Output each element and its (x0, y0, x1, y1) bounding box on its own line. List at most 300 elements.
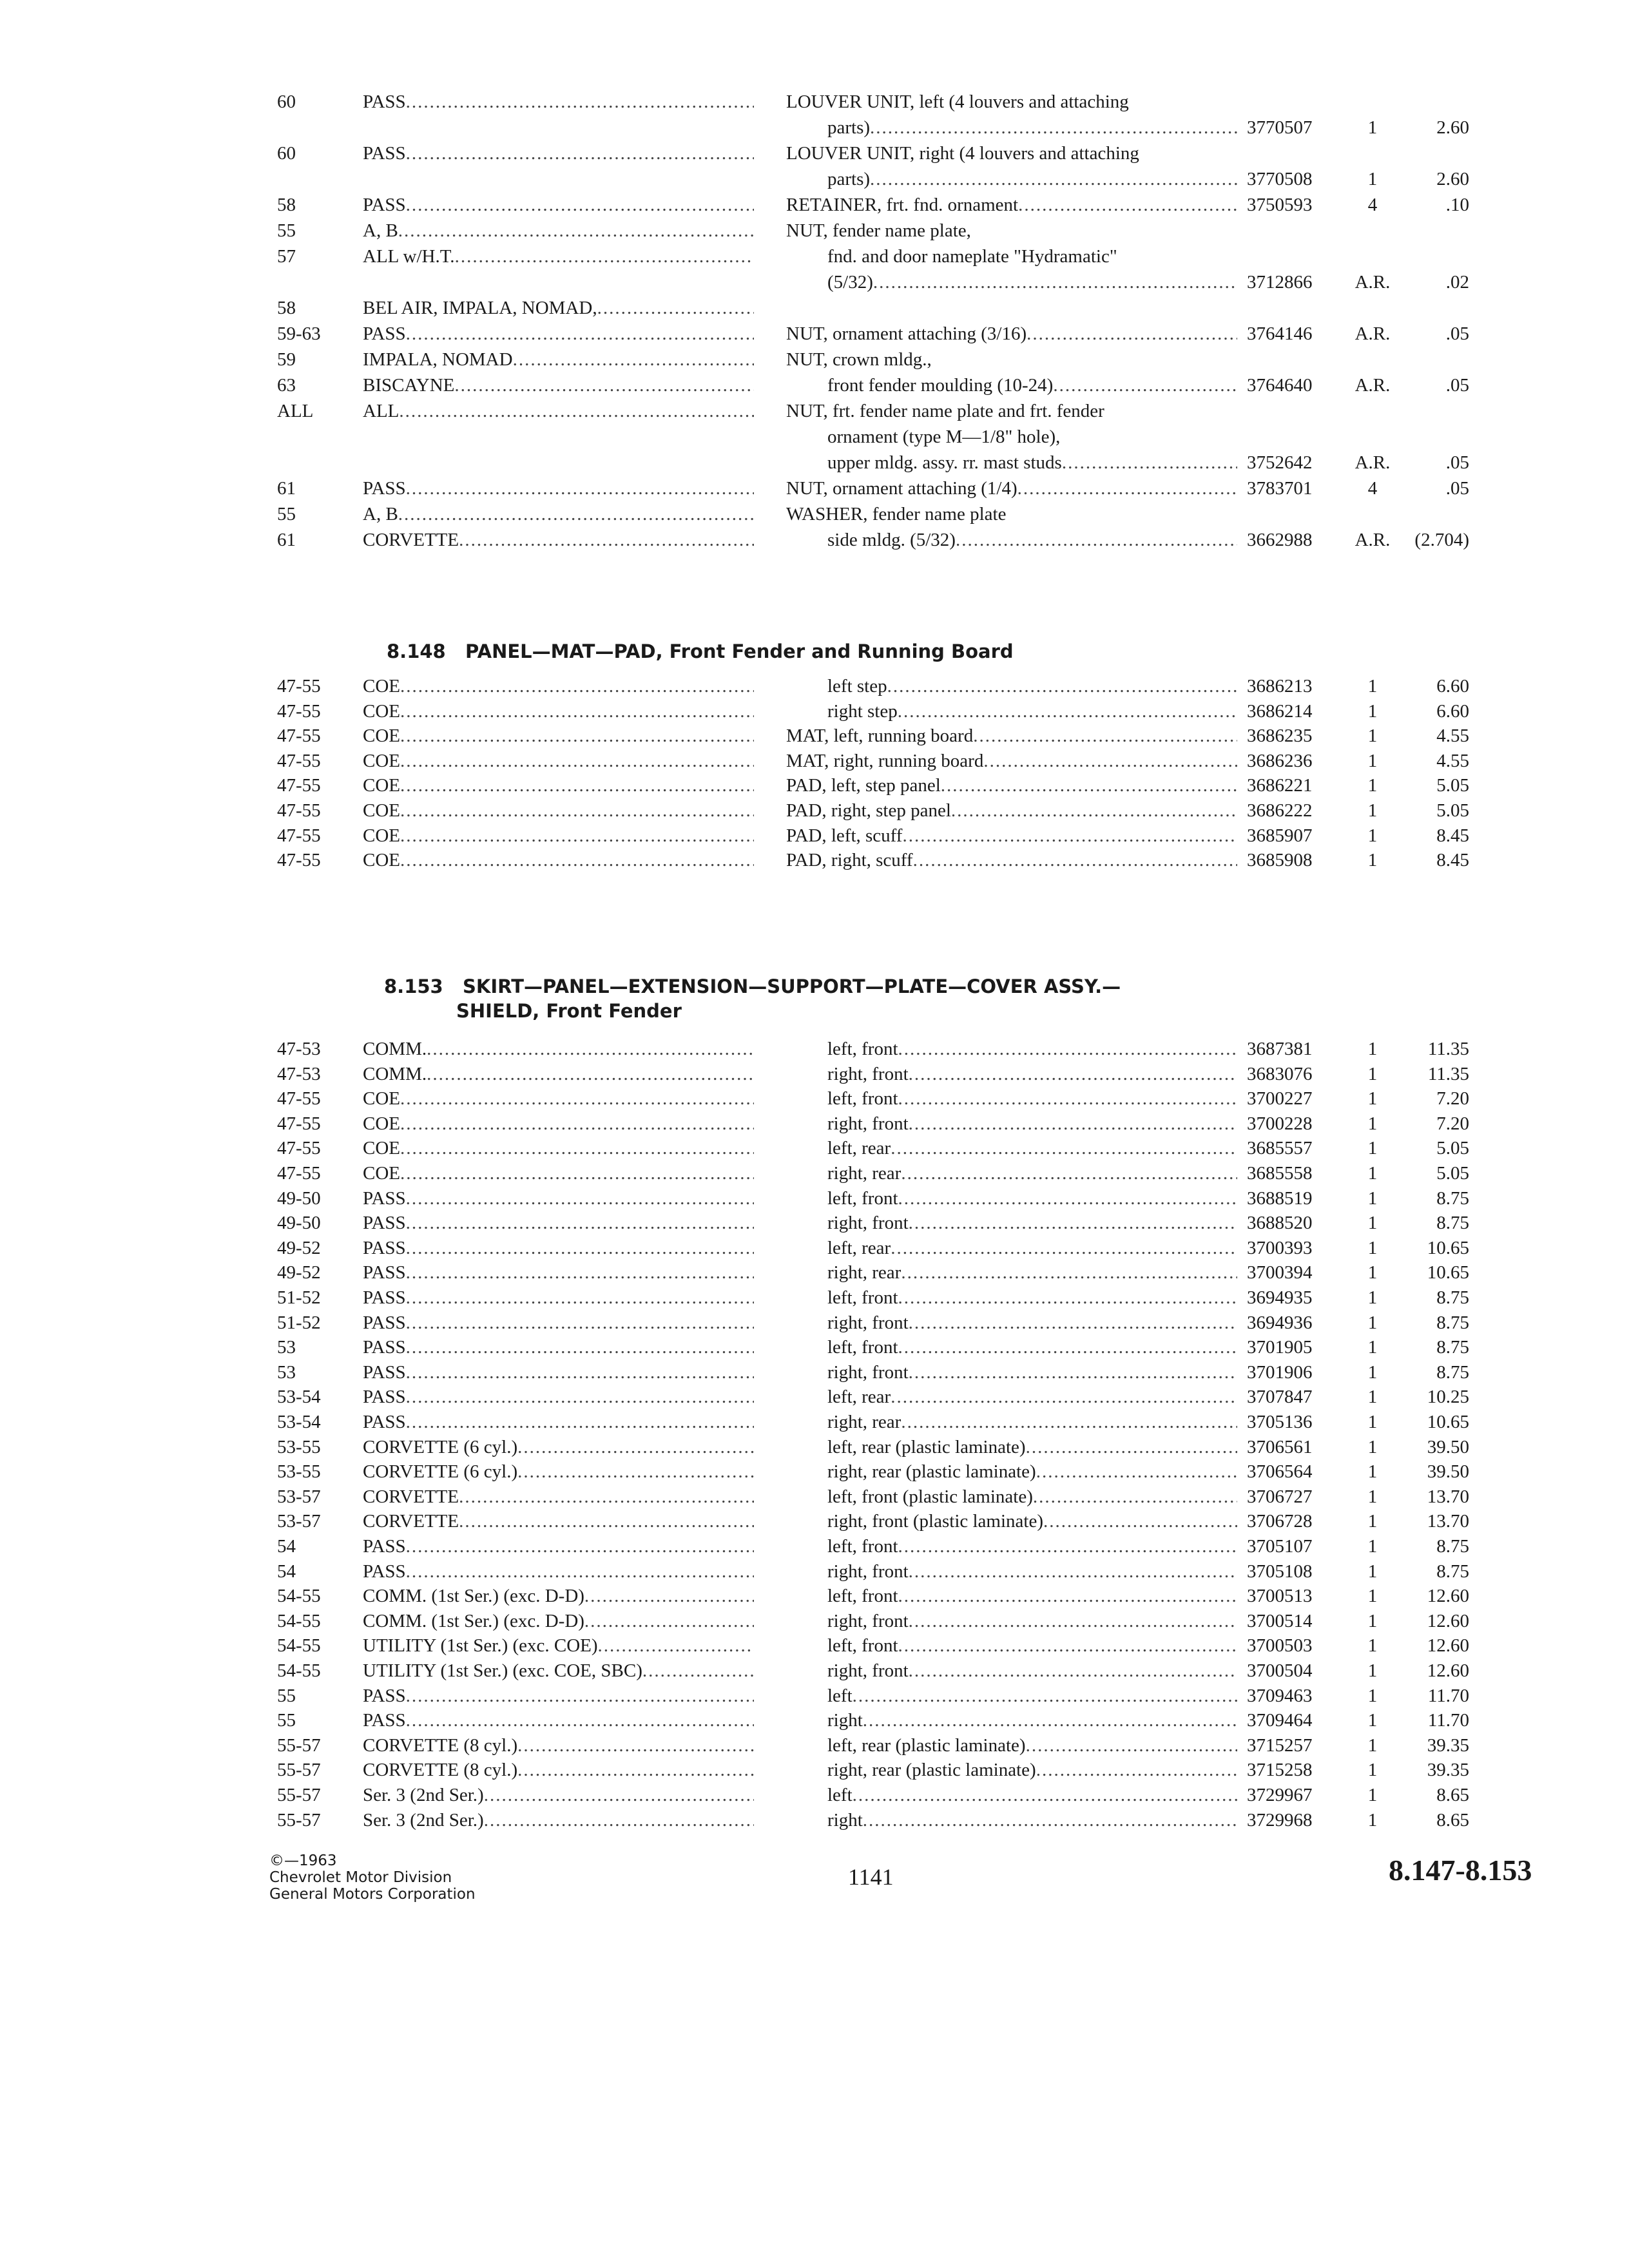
description-cell-text: left, front (827, 1635, 898, 1657)
description-cell (827, 1533, 1237, 1559)
table-row (0, 372, 1629, 398)
table-row (0, 1310, 1629, 1336)
part-number-cell (1247, 1086, 1313, 1111)
price-cell (1411, 1111, 1469, 1137)
leader-dots (455, 246, 754, 267)
price-cell (1411, 527, 1469, 553)
quantity-cell (1344, 1658, 1402, 1684)
model-cell-text: CORVETTE (8 cyl.) (363, 1760, 518, 1781)
table-row (0, 1235, 1629, 1261)
table-row (0, 1135, 1629, 1161)
description-cell-text: PAD, right, step panel (786, 800, 951, 821)
quantity-cell (1344, 1334, 1402, 1360)
table-row (0, 1608, 1629, 1634)
part-number-cell-text: 3700514 (1247, 1610, 1313, 1631)
description-cell (827, 1484, 1237, 1510)
model-year-cell-text: 47-55 (277, 700, 321, 722)
quantity-cell (1344, 1807, 1402, 1833)
model-cell (363, 1484, 754, 1510)
table-row (0, 398, 1629, 424)
quantity-cell-text: A.R. (1354, 452, 1391, 473)
quantity-cell-text: 1 (1367, 676, 1378, 697)
model-year-cell-text: 54-55 (277, 1660, 321, 1681)
part-number-cell (1247, 1235, 1313, 1261)
leader-dots (406, 1561, 754, 1582)
table-row (0, 1186, 1629, 1211)
quantity-cell (1344, 1384, 1402, 1410)
model-cell-text: PASS (363, 1685, 406, 1706)
table-row (0, 1061, 1629, 1087)
description-cell (786, 347, 1237, 372)
quantity-cell (1344, 1608, 1402, 1634)
leader-dots (901, 1412, 1237, 1432)
price-cell-text: 8.75 (1436, 1287, 1469, 1308)
part-number-cell (1247, 1508, 1313, 1534)
part-number-cell (1247, 748, 1313, 774)
leader-dots (909, 1312, 1237, 1333)
model-cell (363, 1633, 754, 1658)
model-cell (363, 218, 754, 244)
description-cell-text: left, rear (827, 1237, 891, 1258)
table-row (0, 1633, 1629, 1658)
description-cell (827, 1086, 1237, 1111)
price-cell-text: 2.60 (1436, 169, 1469, 189)
part-number-cell-text: 3694935 (1247, 1287, 1313, 1308)
description-cell-text: parts) (827, 117, 871, 138)
price-cell (1411, 847, 1469, 873)
model-year-cell (277, 501, 296, 527)
leader-dots (406, 1387, 754, 1407)
model-cell (363, 1707, 754, 1733)
model-year-cell-text: 47-53 (277, 1039, 321, 1059)
leader-dots (406, 1213, 754, 1233)
model-year-cell-text: 47-53 (277, 1063, 321, 1084)
price-cell (1411, 1434, 1469, 1460)
description-cell (827, 450, 1237, 476)
quantity-cell (1344, 1260, 1402, 1285)
table-row (0, 140, 1629, 166)
part-number-cell-text: 3700513 (1247, 1586, 1313, 1607)
model-cell-text: PASS (363, 1213, 406, 1234)
model-cell-text: Ser. 3 (2nd Ser.) (363, 1809, 484, 1831)
description-cell-text: right, rear (827, 1163, 901, 1184)
model-cell (363, 1559, 754, 1584)
model-year-cell-text: 61 (277, 530, 296, 550)
description-cell-text: left, front (plastic laminate) (827, 1486, 1033, 1507)
price-cell-text: 8.45 (1436, 850, 1469, 871)
price-cell (1411, 1260, 1469, 1285)
model-cell-text: PASS (363, 143, 406, 164)
leader-dots (1053, 375, 1237, 396)
model-year-cell-text: 53-54 (277, 1412, 321, 1432)
model-cell-text: A, B (363, 220, 398, 241)
part-number-cell (1247, 1658, 1313, 1684)
price-cell (1411, 115, 1469, 140)
description-cell-text: right, rear (plastic laminate) (827, 1760, 1036, 1781)
leader-dots (1036, 1461, 1237, 1482)
model-cell-text: COMM. (1st Ser.) (exc. D-D) (363, 1610, 584, 1631)
leader-dots (400, 751, 754, 771)
leader-dots (406, 323, 754, 344)
leader-dots (898, 1337, 1237, 1358)
description-cell-text: right, front (827, 1063, 909, 1084)
description-cell-text: left, front (827, 1287, 898, 1308)
quantity-cell (1344, 1508, 1402, 1534)
section-title: PANEL—MAT—PAD, Front Fender and Running Board (465, 640, 1014, 662)
model-cell (363, 321, 754, 347)
model-cell (363, 847, 754, 873)
price-cell (1411, 1559, 1469, 1584)
description-cell-text: left, front (827, 1088, 898, 1110)
price-cell (1411, 476, 1469, 501)
leader-dots (427, 1039, 754, 1059)
model-cell-text: UTILITY (1st Ser.) (exc. COE, SBC) (363, 1660, 642, 1681)
description-cell-text: NUT, ornament attaching (3/16) (786, 323, 1027, 344)
leader-dots (898, 1088, 1237, 1109)
leader-dots (406, 195, 754, 215)
model-cell (363, 798, 754, 823)
part-number-cell (1247, 773, 1313, 798)
leader-dots (517, 1437, 754, 1457)
model-year-cell (277, 1409, 321, 1435)
price-cell-text: 5.05 (1436, 1163, 1469, 1184)
price-cell (1411, 1733, 1469, 1758)
model-year-cell-text: 47-55 (277, 1088, 321, 1110)
model-year-cell (277, 218, 296, 244)
quantity-cell-text: 1 (1367, 1635, 1378, 1657)
description-cell (786, 847, 1237, 873)
price-cell (1411, 1707, 1469, 1733)
model-year-cell (277, 673, 321, 699)
model-year-cell (277, 321, 321, 347)
leader-dots (400, 676, 754, 697)
model-year-cell-text: 47-55 (277, 775, 321, 796)
description-cell (827, 1807, 1237, 1833)
part-number-cell-text: 3707847 (1247, 1387, 1313, 1408)
model-cell (363, 1757, 754, 1783)
model-year-cell-text: 53-55 (277, 1436, 321, 1457)
part-number-cell-text: 3764640 (1247, 375, 1313, 396)
price-cell (1411, 1409, 1469, 1435)
part-number-cell-text: 3687381 (1247, 1039, 1313, 1059)
leader-dots (406, 1238, 754, 1258)
leader-dots (1033, 1486, 1237, 1507)
leader-dots (398, 220, 754, 241)
part-number-cell (1247, 673, 1313, 699)
price-cell (1411, 773, 1469, 798)
section-title-line-1: SKIRT—PANEL—EXTENSION—SUPPORT—PLATE—COVER ASSY.— (463, 975, 1121, 997)
quantity-cell (1344, 1409, 1402, 1435)
model-year-cell-text: 54-55 (277, 1610, 321, 1631)
model-year-cell-text: 63 (277, 375, 296, 396)
quantity-cell (1344, 1061, 1402, 1087)
part-number-cell (1247, 1135, 1313, 1161)
model-year-cell-text: 54 (277, 1536, 296, 1557)
model-year-cell-text: 47-55 (277, 825, 321, 846)
table-row (0, 1111, 1629, 1137)
quantity-cell-text: 1 (1367, 1039, 1378, 1059)
leader-dots (406, 478, 754, 499)
model-cell (363, 1583, 754, 1609)
part-number-cell-text: 3685558 (1247, 1163, 1313, 1184)
leader-dots (909, 1561, 1237, 1582)
leader-dots (597, 298, 754, 318)
price-cell (1411, 1683, 1469, 1709)
price-cell-text: 11.35 (1427, 1063, 1469, 1084)
model-cell (363, 527, 754, 553)
price-cell (1411, 1135, 1469, 1161)
part-number-cell-text: 3685557 (1247, 1138, 1313, 1159)
table-row (0, 1733, 1629, 1758)
model-year-cell-text: 49-50 (277, 1187, 321, 1209)
model-cell-text: ALL (363, 401, 400, 421)
leader-dots (898, 701, 1237, 722)
description-cell (827, 166, 1237, 192)
table-row (0, 1434, 1629, 1460)
description-cell (786, 321, 1237, 347)
model-year-cell (277, 1210, 321, 1236)
model-cell (363, 347, 754, 372)
part-number-cell (1247, 1707, 1313, 1733)
price-cell (1411, 321, 1469, 347)
quantity-cell-text: 1 (1367, 1412, 1378, 1432)
model-year-cell (277, 140, 296, 166)
leader-dots (1036, 1760, 1237, 1780)
publisher-corporation: General Motors Corporation (269, 1886, 476, 1903)
model-year-cell-text: 55-57 (277, 1760, 321, 1781)
model-year-cell (277, 1533, 296, 1559)
section-title-line-2: SHIELD, Front Fender (456, 1000, 682, 1022)
description-cell (786, 501, 1237, 527)
model-year-cell (277, 798, 321, 823)
part-number-cell (1247, 1160, 1313, 1186)
table-row (0, 1384, 1629, 1410)
model-cell-text: CORVETTE (363, 1511, 459, 1532)
quantity-cell (1344, 1186, 1402, 1211)
price-cell-text: .10 (1445, 195, 1469, 215)
leader-dots (909, 1064, 1237, 1084)
quantity-cell-text: 1 (1367, 1735, 1378, 1756)
part-number-cell-text: 3694936 (1247, 1312, 1313, 1333)
price-cell-text: 11.70 (1427, 1685, 1469, 1706)
table-row (0, 89, 1629, 115)
model-cell (363, 1683, 754, 1709)
table-row (0, 1086, 1629, 1111)
part-number-cell (1247, 1210, 1313, 1236)
part-number-cell (1247, 166, 1313, 192)
description-cell-text: MAT, right, running board (786, 750, 984, 771)
quantity-cell (1344, 723, 1402, 749)
model-year-cell (277, 1360, 296, 1385)
model-cell (363, 476, 754, 501)
part-number-cell (1247, 1061, 1313, 1087)
description-cell (827, 1360, 1237, 1385)
model-cell-text: PASS (363, 1536, 406, 1557)
price-cell-text: 8.75 (1436, 1361, 1469, 1383)
price-cell-text: .05 (1445, 452, 1469, 473)
model-cell-text: PASS (363, 1187, 406, 1209)
quantity-cell (1344, 798, 1402, 823)
quantity-cell-text: 1 (1367, 1586, 1378, 1607)
model-year-cell (277, 748, 321, 774)
leader-dots (400, 1138, 754, 1158)
price-cell-text: 10.25 (1427, 1387, 1469, 1408)
model-year-cell-text: 49-50 (277, 1213, 321, 1234)
leader-dots (427, 1064, 754, 1084)
model-cell-text: ALL w/H.T. (363, 246, 455, 267)
table-row (0, 527, 1629, 553)
model-year-cell (277, 398, 313, 424)
price-cell-text: (2.704) (1414, 530, 1469, 550)
model-year-cell (277, 723, 321, 749)
model-cell (363, 295, 754, 321)
description-cell (827, 1310, 1237, 1336)
model-year-cell-text: 55-57 (277, 1809, 321, 1831)
model-year-cell (277, 1757, 321, 1783)
quantity-cell (1344, 1683, 1402, 1709)
part-number-cell-text: 3686222 (1247, 800, 1313, 821)
model-cell-text: UTILITY (1st Ser.) (exc. COE) (363, 1635, 598, 1657)
table-row (0, 476, 1629, 501)
part-number-cell-text: 3709464 (1247, 1710, 1313, 1731)
part-number-cell (1247, 192, 1313, 218)
table-row (0, 773, 1629, 798)
model-year-cell-text: 54-55 (277, 1635, 321, 1657)
description-cell-text: side mldg. (5/32) (827, 530, 956, 550)
part-number-cell-text: 3770507 (1247, 117, 1313, 138)
quantity-cell-text: A.R. (1354, 375, 1391, 396)
part-number-cell-text: 3683076 (1247, 1063, 1313, 1084)
model-cell-text: COE (363, 800, 400, 821)
quantity-cell-text: 1 (1367, 1187, 1378, 1209)
description-cell (786, 823, 1237, 849)
leader-dots (400, 726, 754, 746)
quantity-cell-text: 1 (1367, 1486, 1378, 1507)
leader-dots (517, 1760, 754, 1780)
price-cell-text: 39.50 (1427, 1461, 1469, 1483)
description-cell-text: left step (827, 676, 887, 697)
description-cell (827, 269, 1237, 295)
description-cell (786, 798, 1237, 823)
model-cell-text: PASS (363, 1361, 406, 1383)
quantity-cell (1344, 166, 1402, 192)
description-cell (827, 1459, 1237, 1485)
description-cell-text: right step (827, 700, 898, 722)
quantity-cell (1344, 476, 1402, 501)
section-heading-8-148 (387, 639, 1014, 664)
description-cell-text: left, front (827, 1586, 898, 1607)
model-cell-text: CORVETTE (6 cyl.) (363, 1461, 518, 1483)
table-row (0, 847, 1629, 873)
quantity-cell-text: A.R. (1354, 530, 1391, 550)
model-year-cell (277, 1260, 321, 1285)
model-year-cell (277, 476, 296, 501)
quantity-cell-text: 1 (1367, 775, 1378, 796)
model-year-cell-text: 53-57 (277, 1486, 321, 1507)
leader-dots (870, 117, 1237, 138)
price-cell-text: .05 (1445, 375, 1469, 396)
leader-dots (909, 1362, 1237, 1383)
description-cell-text: LOUVER UNIT, right (4 louvers and attaching (786, 143, 1139, 164)
quantity-cell-text: 1 (1367, 1088, 1378, 1110)
description-cell (827, 698, 1237, 724)
part-number-cell (1247, 1310, 1313, 1336)
model-year-cell (277, 1658, 321, 1684)
quantity-cell-text: 1 (1367, 1163, 1378, 1184)
model-year-cell-text: 54-55 (277, 1586, 321, 1607)
quantity-cell (1344, 1484, 1402, 1510)
publisher-division: Chevrolet Motor Division (269, 1869, 452, 1886)
model-year-cell-text: 55-57 (277, 1735, 321, 1756)
leader-dots (517, 1735, 754, 1756)
quantity-cell (1344, 1757, 1402, 1783)
model-cell-text: PASS (363, 1312, 406, 1333)
model-year-cell (277, 1434, 321, 1460)
quantity-cell (1344, 1459, 1402, 1485)
leader-dots (909, 1611, 1237, 1631)
model-cell (363, 1135, 754, 1161)
quantity-cell-text: 1 (1367, 1511, 1378, 1532)
description-cell-text: fnd. and door nameplate "Hydramatic" (827, 246, 1117, 267)
table-row (0, 823, 1629, 849)
model-year-cell (277, 1459, 321, 1485)
quantity-cell (1344, 1036, 1402, 1062)
part-number-cell-text: 3700227 (1247, 1088, 1313, 1110)
quantity-cell (1344, 1285, 1402, 1311)
price-cell (1411, 1533, 1469, 1559)
leader-dots (400, 800, 754, 821)
model-cell (363, 1384, 754, 1410)
model-cell-text: COE (363, 676, 400, 697)
quantity-cell-text: 1 (1367, 1760, 1378, 1781)
model-cell-text: CORVETTE (6 cyl.) (363, 1436, 518, 1457)
quantity-cell-text: 1 (1367, 850, 1378, 871)
model-year-cell-text: 53-57 (277, 1511, 321, 1532)
quantity-cell (1344, 773, 1402, 798)
price-cell-text: 12.60 (1427, 1610, 1469, 1631)
description-cell (827, 244, 1237, 269)
leader-dots (400, 775, 754, 796)
model-year-cell (277, 1111, 321, 1137)
description-cell-text: left, rear (plastic laminate) (827, 1436, 1026, 1457)
description-cell (827, 372, 1237, 398)
part-number-cell-text: 3783701 (1247, 478, 1313, 499)
model-year-cell (277, 698, 321, 724)
leader-dots (913, 850, 1237, 870)
model-cell-text: COE (363, 1138, 400, 1159)
table-row (0, 1210, 1629, 1236)
quantity-cell (1344, 698, 1402, 724)
leader-dots (406, 1188, 754, 1209)
leader-dots (406, 143, 754, 164)
description-cell (827, 1260, 1237, 1285)
price-cell (1411, 269, 1469, 295)
description-cell-text: left, rear (827, 1138, 891, 1159)
leader-dots (406, 1686, 754, 1706)
leader-dots (399, 401, 754, 421)
description-cell (827, 1135, 1237, 1161)
model-year-cell (277, 347, 296, 372)
price-cell (1411, 1782, 1469, 1808)
section-heading-8-153 (384, 974, 1121, 999)
model-cell-text: PASS (363, 1337, 406, 1358)
table-row (0, 218, 1629, 244)
model-year-cell-text: 51-52 (277, 1287, 321, 1308)
price-cell-text: 11.70 (1427, 1710, 1469, 1731)
model-cell-text: COMM. (363, 1063, 427, 1084)
part-number-cell (1247, 1633, 1313, 1658)
price-cell-text: 8.75 (1436, 1536, 1469, 1557)
